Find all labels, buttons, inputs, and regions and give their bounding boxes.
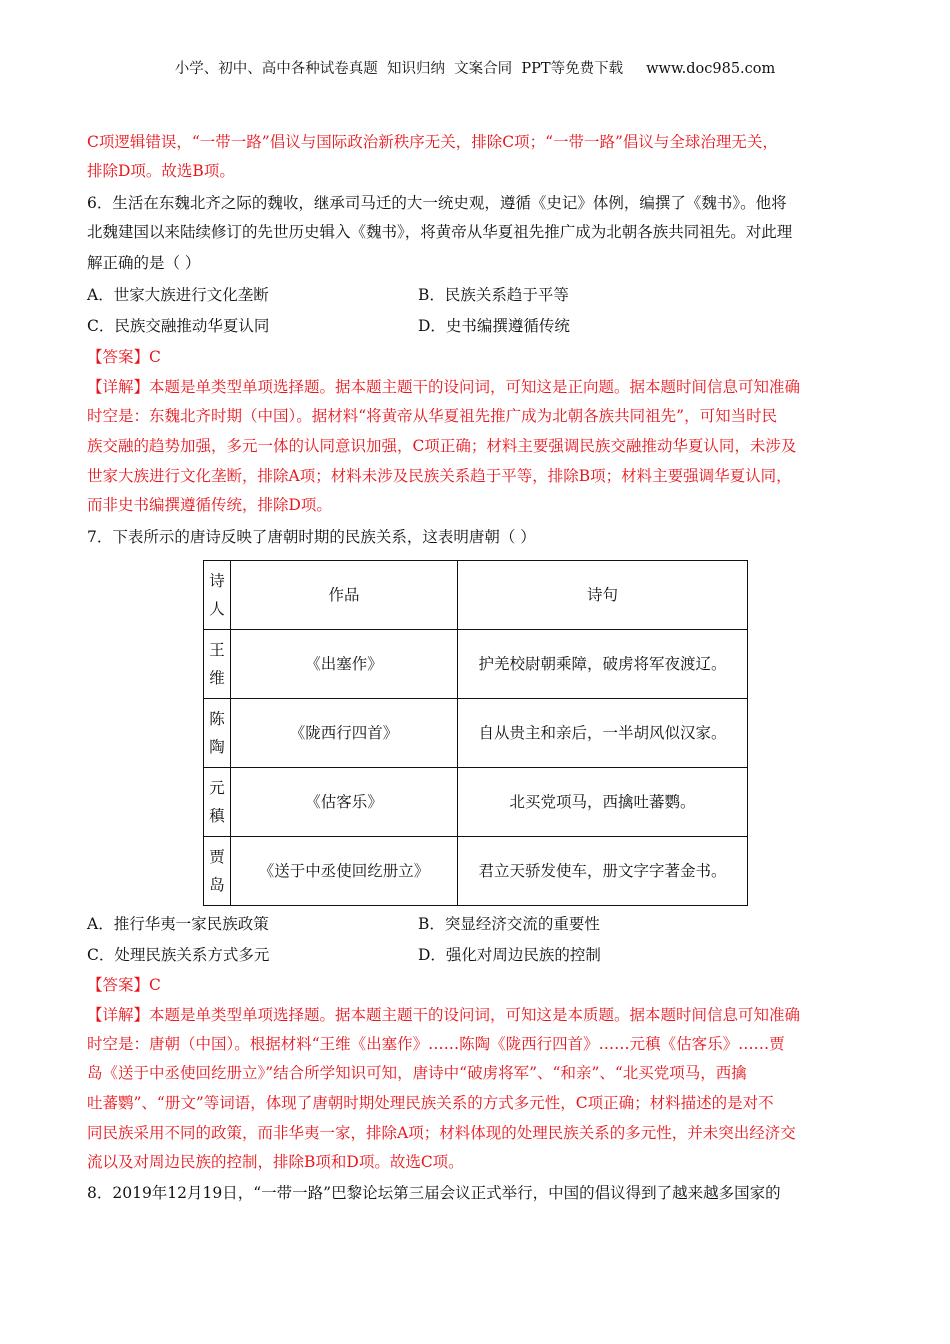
work-cell: 《出塞作》 xyxy=(231,630,458,699)
q7-option-a: A．推行华夷一家民族政策 xyxy=(87,915,269,933)
table-row xyxy=(204,699,748,768)
q7-option-b: B．突显经济交流的重要性 xyxy=(418,915,600,933)
q6-option-c: C．民族交融推动华夏认同 xyxy=(87,317,270,335)
prev-explanation-line: C项逻辑错误，“一带一路”倡议与国际政治新秩序无关，排除C项；“一带一路”倡议与全球治理无关， xyxy=(87,133,778,151)
q6-detail: 族交融的趋势加强，多元一体的认同意识加强，C项正确；材料主要强调民族交融推动华夏认同，未涉及 xyxy=(87,437,797,455)
q7-option-d: D．强化对周边民族的控制 xyxy=(418,946,601,964)
q6-detail: 而非史书编撰遵循传统，排除D项。 xyxy=(87,496,332,514)
q6-option-b: B．民族关系趋于平等 xyxy=(418,286,569,304)
table-row xyxy=(204,837,748,906)
q6-option-a: A．世家大族进行文化垄断 xyxy=(87,286,269,304)
question-8-stem: 8．2019年12月19日，“一带一路”巴黎论坛第三届会议正式举行，中国的倡议得到了越来越多国家的 xyxy=(87,1184,781,1202)
verse-cell: 护羌校尉朝乘障，破虏将军夜渡辽。 xyxy=(458,630,748,699)
verse-cell: 君立天骄发使车，册文字字著金书。 xyxy=(458,837,748,906)
work-cell: 《估客乐》 xyxy=(231,768,458,837)
q7-option-c: C．处理民族关系方式多元 xyxy=(87,946,270,964)
poet-cell: 贾 岛 xyxy=(204,837,231,906)
q7-detail: 时空是：唐朝（中国）。根据材料“王维《出塞作》……陈陶《陇西行四首》……元稹《估客乐》……贾 xyxy=(87,1035,785,1053)
work-cell: 《陇西行四首》 xyxy=(231,699,458,768)
header-work: 作品 xyxy=(231,561,458,630)
poet-cell: 元 稹 xyxy=(204,768,231,837)
question-6-stem: 6．生活在东魏北齐之际的魏收，继承司马迁的大一统史观，遵循《史记》体例，编撰了《魏书》。他将 xyxy=(87,194,787,212)
question-6-stem: 解正确的是（ ） xyxy=(87,254,201,272)
q6-option-d: D．史书编撰遵循传统 xyxy=(418,317,570,335)
q6-detail: 时空是：东魏北齐时期（中国）。据材料“将黄帝从华夏祖先推广成为北朝各族共同祖先”，可知当时民 xyxy=(87,407,778,425)
question-7-stem: 7．下表所示的唐诗反映了唐朝时期的民族关系，这表明唐朝（ ） xyxy=(87,528,536,546)
q7-detail: 岛《送于中丞使回纥册立》”结合所学知识可知，唐诗中“破虏将军”、“和亲”、“北买党项马，西擒 xyxy=(87,1064,747,1082)
work-cell: 《送于中丞使回纥册立》 xyxy=(231,837,458,906)
q7-detail: 【详解】本题是单类型单项选择题。据本题主题干的设问词，可知这是本质题。据本题时间信息可知准确 xyxy=(87,1006,801,1024)
q6-detail: 世家大族进行文化垄断，排除A项；材料未涉及民族关系趋于平等，排除B项；材料主要强调华夏认同， xyxy=(87,467,792,485)
page-header: 小学、初中、高中各种试卷真题 知识归纳 文案合同 PPT等免费下载 www.doc985.com xyxy=(174,61,776,77)
poet-cell: 王 维 xyxy=(204,630,231,699)
poet-cell: 陈 陶 xyxy=(204,699,231,768)
poem-table xyxy=(203,560,748,906)
q7-answer: 【答案】C xyxy=(87,976,161,994)
table-row xyxy=(204,630,748,699)
header-poet: 诗 人 xyxy=(204,561,231,630)
q7-detail: 同民族采用不同的政策，而非华夷一家，排除A项；材料体现的处理民族关系的多元性，并未突出经济交 xyxy=(87,1124,796,1142)
q6-detail: 【详解】本题是单类型单项选择题。据本题主题干的设问词，可知这是正向题。据本题时间信息可知准确 xyxy=(87,378,801,396)
header-verse: 诗句 xyxy=(458,561,748,630)
q7-detail: 吐蕃鹦”、“册文”等词语，体现了唐朝时期处理民族关系的方式多元性，C项正确；材料描述的是对不 xyxy=(87,1094,774,1112)
q6-answer: 【答案】C xyxy=(87,348,161,366)
table-row xyxy=(204,768,748,837)
table-header-row xyxy=(204,561,748,630)
verse-cell: 自从贵主和亲后，一半胡风似汉家。 xyxy=(458,699,748,768)
prev-explanation-line: 排除D项。故选B项。 xyxy=(87,162,235,180)
question-6-stem: 北魏建国以来陆续修订的先世历史辑入《魏书》，将黄帝从华夏祖先推广成为北朝各族共同祖先。对此理 xyxy=(87,223,793,241)
verse-cell: 北买党项马，西擒吐蕃鹦。 xyxy=(458,768,748,837)
q7-detail: 流以及对周边民族的控制，排除B项和D项。故选C项。 xyxy=(87,1153,464,1171)
